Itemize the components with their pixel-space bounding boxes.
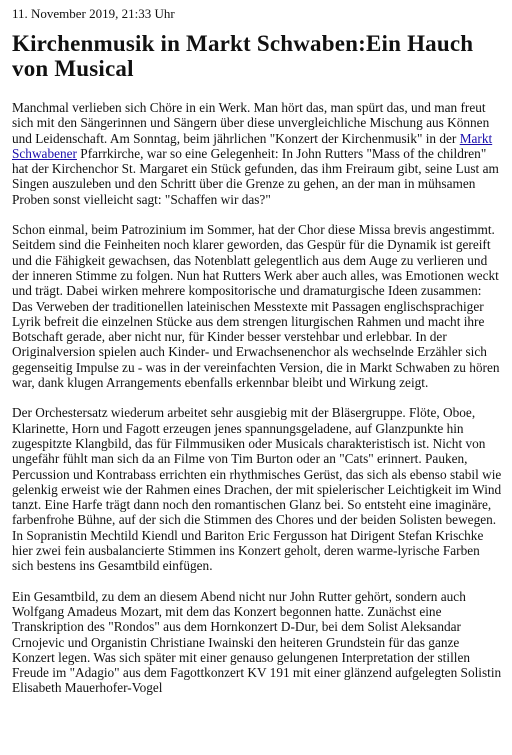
article-paragraph-1 [12,100,502,207]
article-title: Kirchenmusik in Markt Schwaben:Ein Hauch von Musical [12,31,474,81]
markt-schwabener-link[interactable]: Markt Schwabener [12,130,493,161]
article-paragraph-3: Der Orchestersatz wiederum arbeitet sehr ausgiebig mit der Bläsergruppe. Flöte, Oboe, Klarinette, Horn und Fagott erzeugen jenes spannungsgeladene, auf Glanzpunkte hin zugespitzte Klangbild, das für Filmmusiken oder Musicals charakteristisch ist. Nicht von ungefähr fühlt man sich da an Filme von Tim Burton oder an "Cats" erinnert. Pauken, Percussion und Kontrabass errichten ein rhythmisches Gerüst, das sich als ebenso stabil wie gelenkig erweist wie der Rahmen eines Drachen, der mit spielerischer Leichtigkeit im Wind tanzt. Eine Harfe trägt dann noch den romantischen Glanz bei. So entsteht eine imaginäre, farbenfrohe Bühne, auf der sich die Stimmen des Chores und der beiden Solisten bewegen. In Sopranistin Mechtild Kiendl und Bariton Eric Fergusson hat Dirigent Stefan Krischke hier zwei fein ausbalancierte Stimmen ins Konzert geholt, deren warme-lyrische Farben sich bestens ins Gesamtbild einfügen. [12,405,502,574]
article-date: 11. November 2019, 21:33 Uhr [12,6,175,21]
article-paragraph-2: Schon einmal, beim Patrozinium im Sommer, hat der Chor diese Missa brevis angestimmt. Seitdem sind die Feinheiten noch klarer geworden, das Gespür für die Dynamik ist gereift und die Fähigkeit gewachsen, das Notenblatt gelegentlich aus dem Auge zu verlieren und der inneren Stimme zu folgen. Nun hat Rutters Werk aber auch alles, was Emotionen weckt und trägt. Dabei wirken mehrere kompositorische und dramaturgische Ideen zusammen: Das Verweben der traditionellen lateinischen Messtexte mit Passagen englischsprachiger Lyrik befreit die einzelnen Stücke aus dem strengen liturgischen Rahmen und macht ihre Botschaft gerade, aber nicht nur, für Kinder besser verstehbar und erlebbar. In der Originalversion spielen auch Kinder- und Erwachsenenchor als wechselnde Erzähler sich gegenseitig Impulse zu - was in der vereinfachten Version, die in Markt Schwaben zu hören war, dank klugen Arrangements ebenfalls erkennbar bleibt und Wirkung zeigt. [12,222,500,391]
paragraph-1-text-after-link: Pfarrkirche, war so eine Gelegenheit: In John Rutters "Mass of the children" hat der Kirchenchor St. Margaret ein Stück gefunden, das ihm Freiraum gibt, seine Lust am Singen auszuleben und den Schritt über die Grenze zu gehen, an der man in mühsamen Proben sonst vielleicht sagt: "Schaffen wir das?" [12,145,499,207]
article-paragraph-4: Ein Gesamtbild, zu dem an diesem Abend nicht nur John Rutter gehört, sondern auch Wolfgang Amadeus Mozart, mit dem das Konzert begonnen hatte. Zunächst eine Transkription des "Rondos" aus dem Hornkonzert D-Dur, bei dem Solist Aleksandar Crnojevic und Organistin Christiane Iwainski den heiteren Grundstein für das ganze Konzert legen. Was sich später mit einer genauso gelungenen Interpretation der stillen Freude im "Adagio" aus dem Fagottkonzert KV 191 mit einer glänzend aufgelegten Solistin Elisabeth Mauerhofer-Vogel [12,588,502,696]
paragraph-1-text-before-link: Manchmal verlieben sich Chöre in ein Werk. Man hört das, man spürt das, und man freut sich mit den Sängerinnen und Sängern über diese unvergleichliche Mischung aus Können und Leidenschaft. Am Sonntag, beim jährlichen "Konzert der Kirchenmusik" in der [12,100,490,146]
